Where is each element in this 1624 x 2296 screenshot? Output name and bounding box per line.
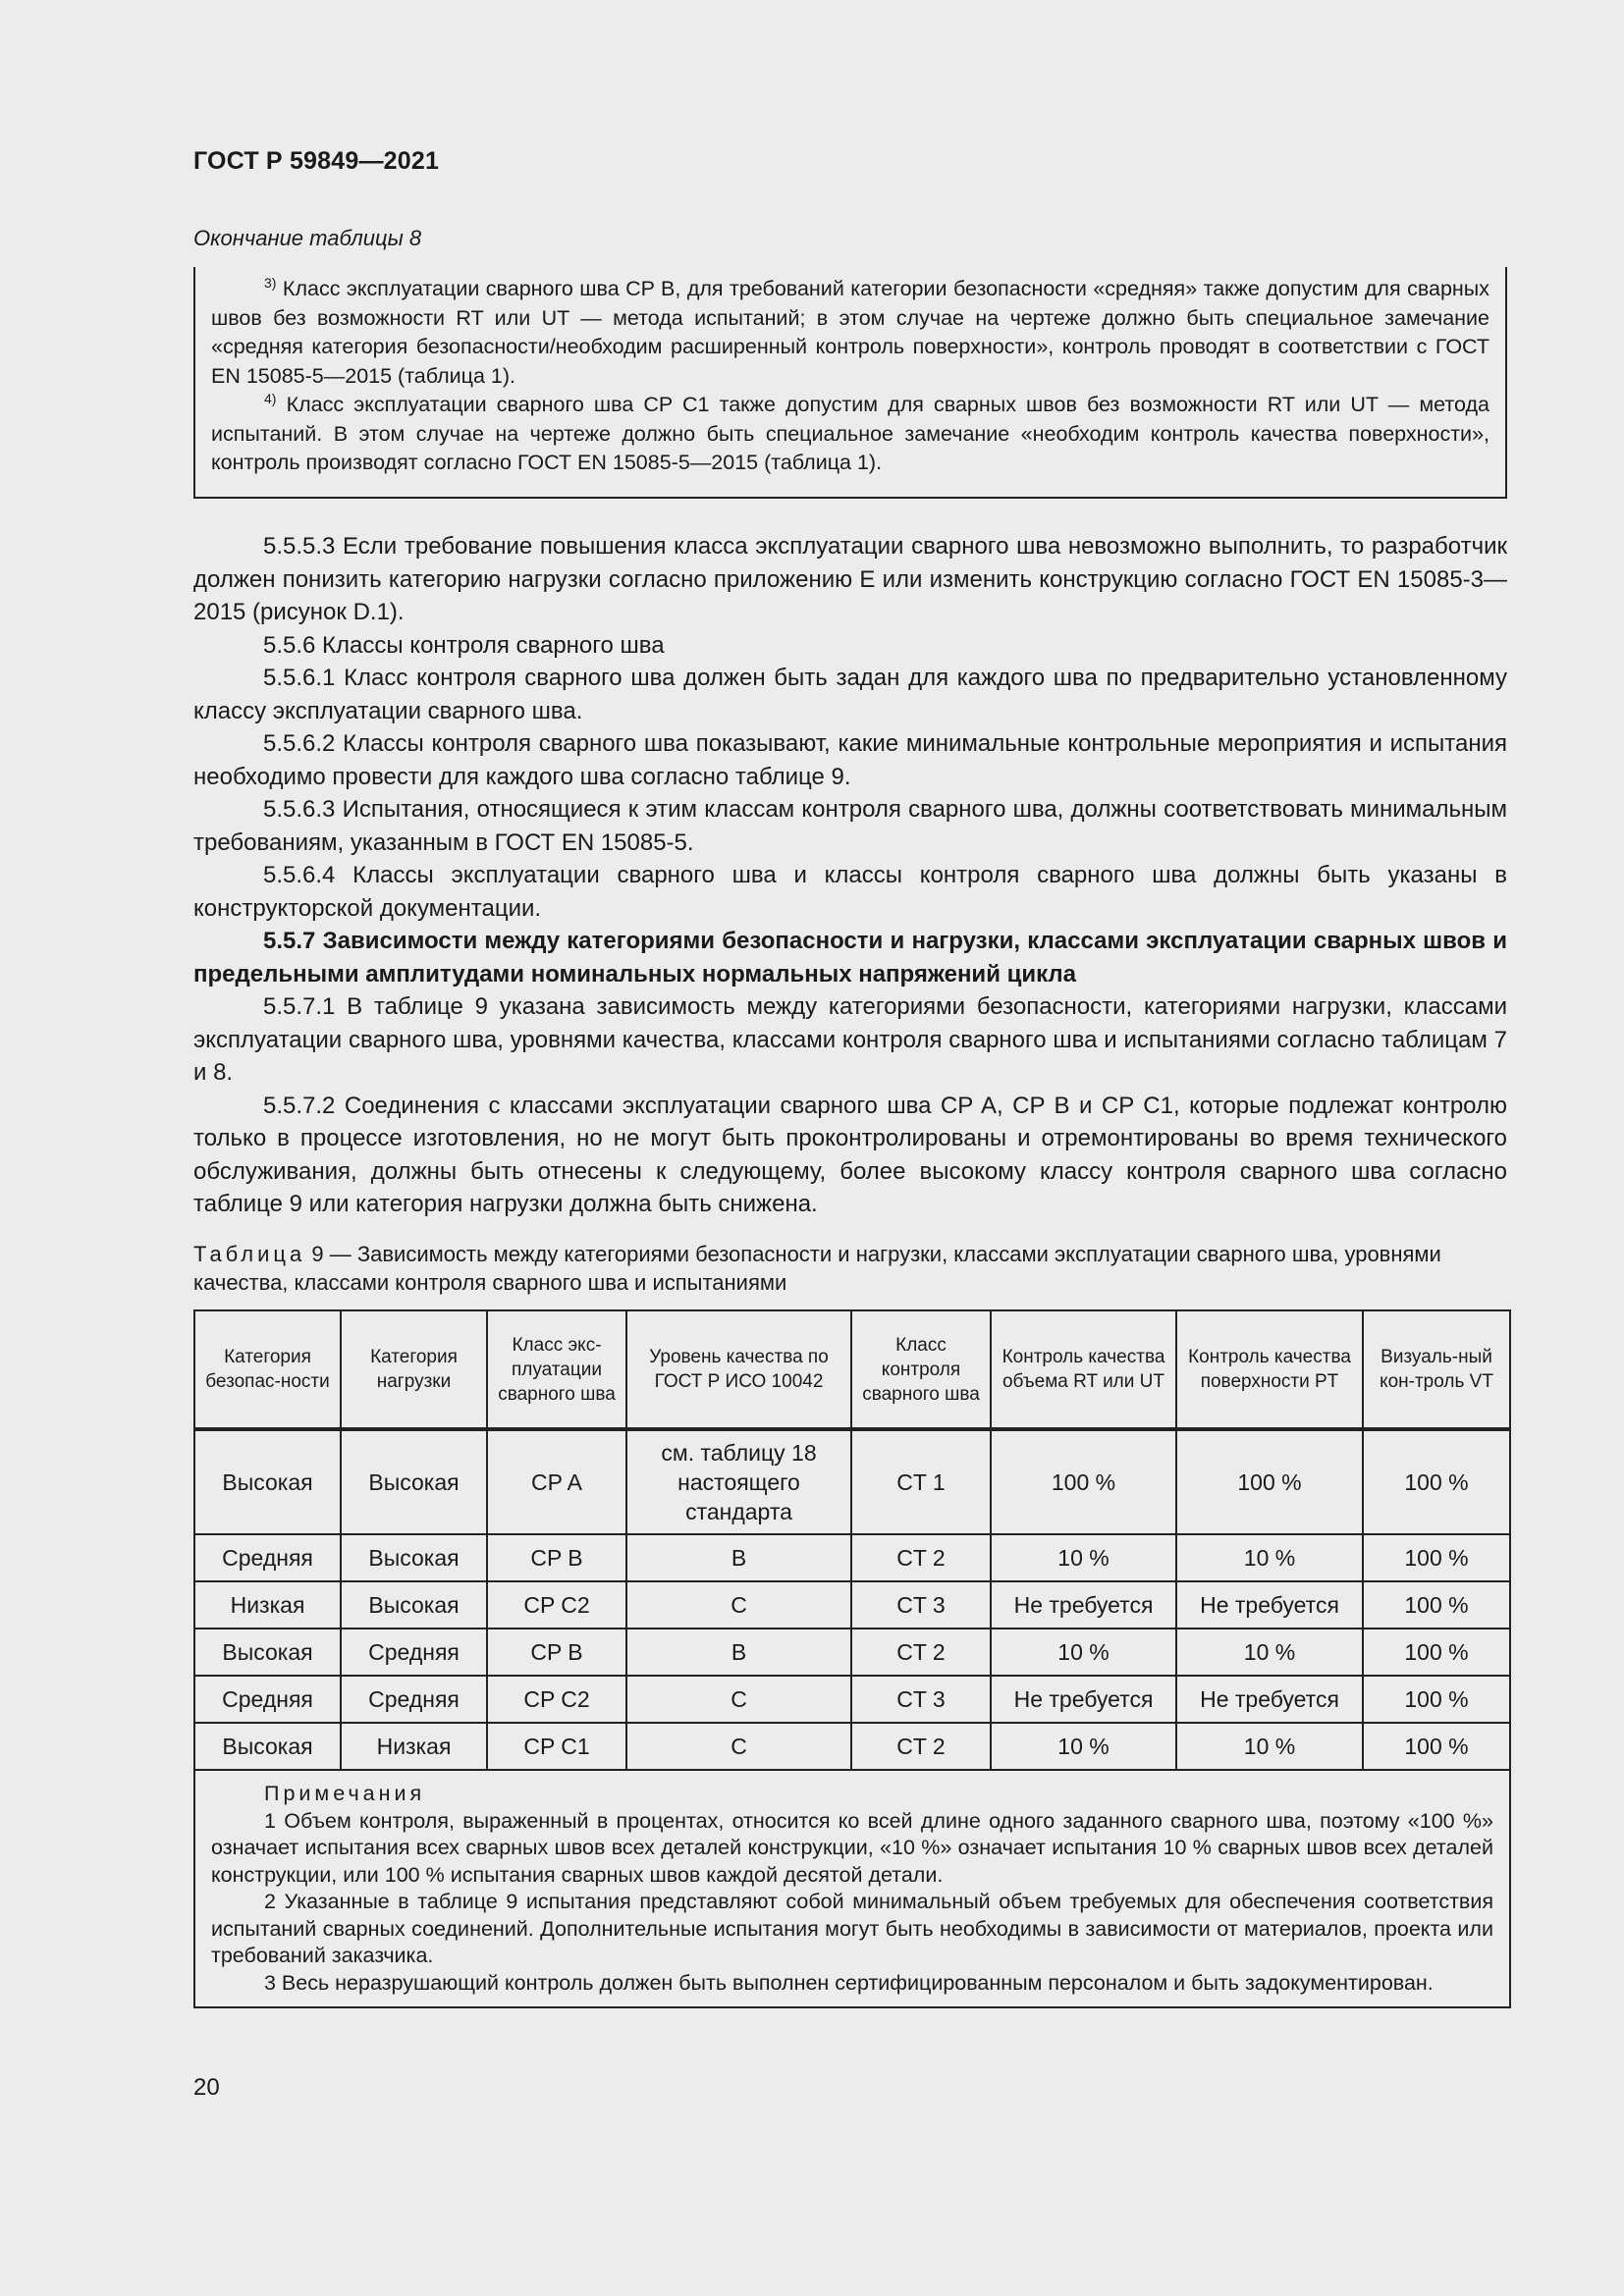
- table-cell: Не требуется: [991, 1581, 1176, 1629]
- footnote-text: Класс эксплуатации сварного шва CP B, для требований категории безопасности «средняя» также допустим для сварных швов без возможности RT или UT — метода испытаний; в этом случае на чертеже должно быть специальное замечание «средняя категория безопасности/необходим расширенный контроль поверхности», контроль проводят в соответствии с ГОСТ EN 15085-5—2015 (таблица 1).: [211, 277, 1489, 388]
- footnote-text: Класс эксплуатации сварного шва CP C1 также допустим для сварных швов без возможности RT или UT — метода испытаний. В этом случае на чертеже должно быть специальное замечание «необходим контроль качества поверхности», контроль производят согласно ГОСТ EN 15085-5—2015 (таблица 1).: [211, 393, 1489, 474]
- table-cell: 10 %: [1176, 1723, 1363, 1770]
- column-header: Категория нагрузки: [341, 1310, 487, 1429]
- table-cell: 100 %: [1363, 1629, 1510, 1676]
- column-header: Категория безопас-ности: [194, 1310, 341, 1429]
- table-cell: Не требуется: [991, 1676, 1176, 1723]
- table-cell: Низкая: [341, 1723, 487, 1770]
- table-cell: CP B: [487, 1629, 626, 1676]
- table-cell: B: [626, 1534, 851, 1581]
- table-cell: Высокая: [341, 1581, 487, 1629]
- table-cell: Низкая: [194, 1581, 341, 1629]
- table-cell: Высокая: [341, 1429, 487, 1534]
- caption-text: 9 — Зависимость между категориями безопасности и нагрузки, классами эксплуатации сварного шва, уровнями качества, классами контроля сварного шва и испытаниями: [193, 1242, 1441, 1295]
- footnote-mark: 3): [264, 275, 277, 291]
- note-item: 3 Весь неразрушающий контроль должен быть выполнен сертифицированным персоналом и быть задокументирован.: [264, 1970, 1434, 1995]
- table-row: [194, 1629, 1510, 1676]
- table-row: [194, 1723, 1510, 1770]
- table-cell: Средняя: [194, 1676, 341, 1723]
- section-heading-bold: 5.5.7 Зависимости между категориями безопасности и нагрузки, классами эксплуатации сварных швов и предельными амплитудами номинальных нормальных напряжений цикла: [193, 928, 1507, 988]
- table8-footnotes-box: [193, 267, 1507, 499]
- note-item: 1 Объем контроля, выраженный в процентах, относится ко всей длине одного заданного сварного шва, поэтому «100 %» означает испытания всех сварных швов всех деталей конструкции, «10 %» означает испытания 10 % сварных швов всех деталей конструкции, или 100 % испытания сварных швов каждой десятой детали.: [211, 1808, 1493, 1887]
- table-cell: CP C2: [487, 1581, 626, 1629]
- paragraph: 5.5.5.3 Если требование повышения класса эксплуатации сварного шва невозможно выполнить, то разработчик должен понизить категорию нагрузки согласно приложению Е или изменить конструкцию согласно ГОСТ EN 15085-3—2015 (рисунок D.1).: [193, 533, 1507, 625]
- table-cell: 100 %: [1363, 1581, 1510, 1629]
- table-cell: CT 2: [851, 1723, 991, 1770]
- column-header: Уровень качества по ГОСТ Р ИСО 10042: [626, 1310, 851, 1429]
- table-cell: Не требуется: [1176, 1581, 1363, 1629]
- paragraph: 5.5.7.1 В таблице 9 указана зависимость между категориями безопасности, категориями нагрузки, классами эксплуатации сварного шва, уровнями качества, классами контроля сварного шва и испытаниями согласно таблицам 7 и 8.: [193, 993, 1507, 1086]
- table9: [193, 1309, 1511, 2008]
- note-item: 2 Указанные в таблице 9 испытания представляют собой минимальный объем требуемых для обеспечения соответствия испытаний сварных соединений. Дополнительные испытания могут быть необходимы в зависимости от материалов, проекта или требований заказчика.: [211, 1890, 1493, 1967]
- table-cell: CP A: [487, 1429, 626, 1534]
- table-cell: C: [626, 1676, 851, 1723]
- table-notes: [194, 1770, 1510, 2007]
- table-cell: Высокая: [194, 1629, 341, 1676]
- table-notes-row: [194, 1770, 1510, 2007]
- footnote-mark: 4): [264, 391, 277, 406]
- column-header: Класс экс-плуатации сварного шва: [487, 1310, 626, 1429]
- table-row: [194, 1534, 1510, 1581]
- table-cell: 100 %: [1176, 1429, 1363, 1534]
- table-row: [194, 1676, 1510, 1723]
- column-header: Контроль качества поверхности PT: [1176, 1310, 1363, 1429]
- table-cell: 10 %: [1176, 1534, 1363, 1581]
- caption-prefix: Таблица: [193, 1242, 306, 1266]
- table-cell: Высокая: [194, 1429, 341, 1534]
- table-continuation-label: Окончание таблицы 8: [193, 226, 422, 250]
- page-number: 20: [193, 2074, 220, 2101]
- document-header: ГОСТ Р 59849—2021: [193, 147, 440, 175]
- table-cell: Средняя: [341, 1629, 487, 1676]
- table-cell: 100 %: [1363, 1429, 1510, 1534]
- table-row: [194, 1581, 1510, 1629]
- table-cell: CP B: [487, 1534, 626, 1581]
- paragraph: 5.5.6.2 Классы контроля сварного шва показывают, какие минимальные контрольные мероприятия и испытания необходимо провести для каждого шва согласно таблице 9.: [193, 730, 1507, 790]
- table-cell: CT 2: [851, 1534, 991, 1581]
- paragraph: 5.5.6.1 Класс контроля сварного шва должен быть задан для каждого шва по предварительно установленному классу эксплуатации сварного шва.: [193, 665, 1507, 724]
- table-cell: CT 1: [851, 1429, 991, 1534]
- table-cell: Высокая: [341, 1534, 487, 1581]
- table-cell: 10 %: [991, 1723, 1176, 1770]
- table-cell: CP C2: [487, 1676, 626, 1723]
- paragraph: 5.5.6.4 Классы эксплуатации сварного шва и классы контроля сварного шва должны быть указаны в конструкторской документации.: [193, 862, 1507, 922]
- table-cell: Средняя: [194, 1534, 341, 1581]
- table-cell: C: [626, 1581, 851, 1629]
- table-cell: 10 %: [1176, 1629, 1363, 1676]
- footnote-4: [211, 391, 1489, 478]
- table-cell: см. таблицу 18 настоящего стандарта: [626, 1429, 851, 1534]
- body-text: [193, 530, 1507, 1221]
- table-cell: C: [626, 1723, 851, 1770]
- table-cell: CT 3: [851, 1581, 991, 1629]
- paragraph: 5.5.7.2 Соединения с классами эксплуатации сварного шва CP A, CP B и CP C1, которые подлежат контролю только в процессе изготовления, но не могут быть проконтролированы и отремонтированы во время технического обслуживания, должны быть отнесены к следующему, более высокому классу контроля сварного шва согласно таблице 9 или категория нагрузки должна быть снижена.: [193, 1092, 1507, 1217]
- table-cell: 10 %: [991, 1629, 1176, 1676]
- notes-title: Примечания: [264, 1782, 426, 1805]
- table-cell: 100 %: [1363, 1534, 1510, 1581]
- table-cell: CT 3: [851, 1676, 991, 1723]
- table-row: [194, 1429, 1510, 1534]
- table-cell: Высокая: [194, 1723, 341, 1770]
- column-header: Класс контроля сварного шва: [851, 1310, 991, 1429]
- table-cell: 10 %: [991, 1534, 1176, 1581]
- table-cell: Средняя: [341, 1676, 487, 1723]
- table9-caption: [193, 1240, 1507, 1297]
- column-header: Контроль качества объема RT или UT: [991, 1310, 1176, 1429]
- table-header-row: [194, 1310, 1510, 1429]
- table-cell: 100 %: [991, 1429, 1176, 1534]
- table-cell: CT 2: [851, 1629, 991, 1676]
- table-cell: CP C1: [487, 1723, 626, 1770]
- paragraph: 5.5.6.3 Испытания, относящиеся к этим классам контроля сварного шва, должны соответствовать минимальным требованиям, указанным в ГОСТ EN 15085-5.: [193, 796, 1507, 856]
- table-cell: 100 %: [1363, 1676, 1510, 1723]
- table-cell: 100 %: [1363, 1723, 1510, 1770]
- footnote-3: [211, 275, 1489, 391]
- table-cell: B: [626, 1629, 851, 1676]
- column-header: Визуаль-ный кон-троль VT: [1363, 1310, 1510, 1429]
- section-heading: 5.5.6 Классы контроля сварного шва: [263, 631, 665, 659]
- table-cell: Не требуется: [1176, 1676, 1363, 1723]
